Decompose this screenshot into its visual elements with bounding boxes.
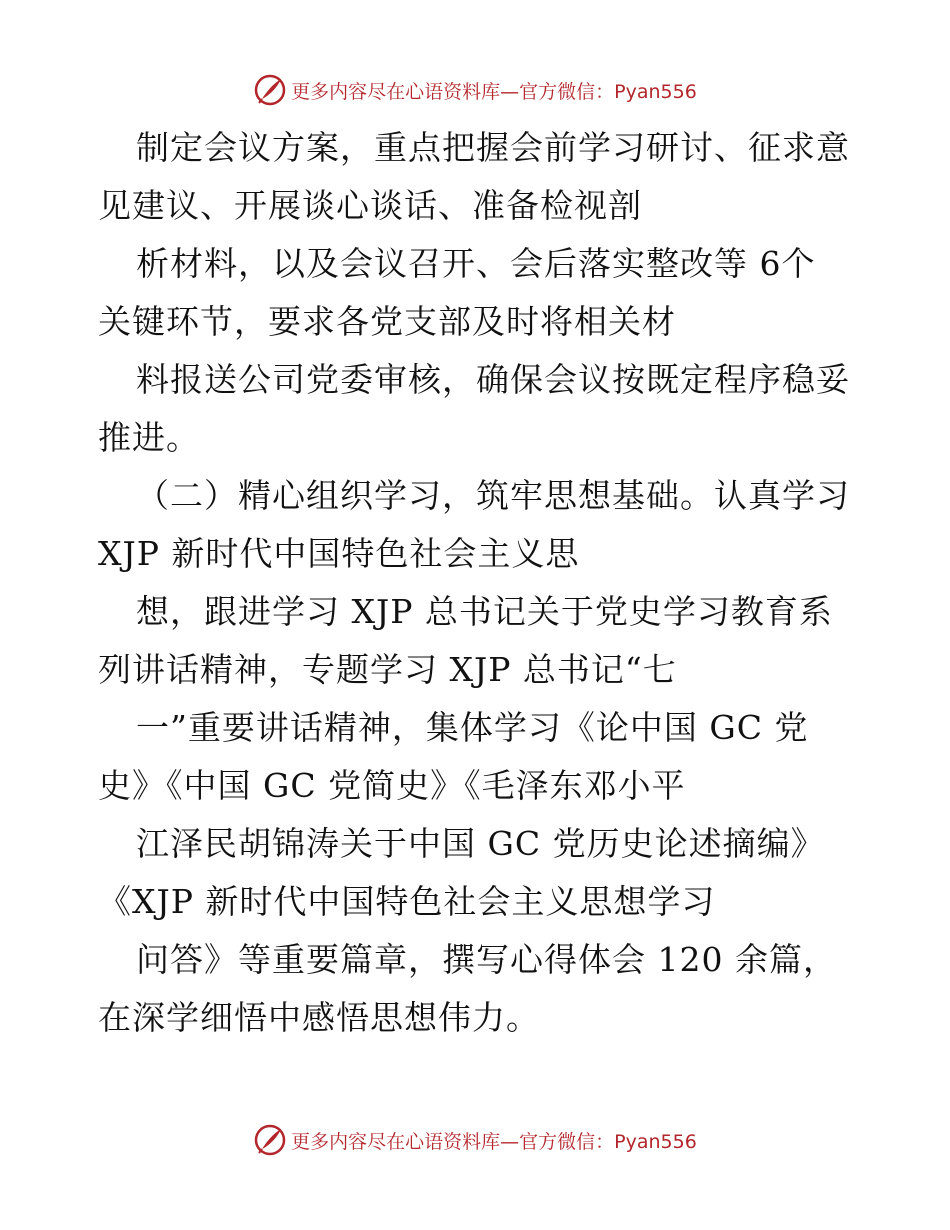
text-line: 析材料，以及会议召开、会后落实整改等 6个 xyxy=(136,244,816,283)
text-line: 制定会议方案，重点把握会前学习研讨、征求意 xyxy=(136,128,850,167)
text-line: 列讲话精神，专题学习 XJP 总书记“七 xyxy=(98,650,677,689)
text-line: 想，跟进学习 XJP 总书记关于党史学习教育系 xyxy=(136,592,833,631)
text-line: 江泽民胡锦涛关于中国 GC 党历史论述摘编》 xyxy=(136,824,825,863)
text-line: 一”重要讲话精神，集体学习《论中国 GC 党 xyxy=(136,708,809,747)
text-line: 料报送公司党委审核，确保会议按既定程序稳妥 xyxy=(136,360,850,399)
text-line: XJP 新时代中国特色社会主义思 xyxy=(98,534,580,573)
text-line: 关键环节，要求各党支部及时将相关材 xyxy=(98,302,676,341)
header-watermark xyxy=(0,70,950,110)
text-line: 见建议、开展谈心谈话、准备检视剖 xyxy=(98,186,642,225)
feather-pen-icon xyxy=(253,1123,287,1157)
feather-pen-icon xyxy=(253,73,287,107)
text-line: 问答》等重要篇章，撰写心得体会 120 余篇， xyxy=(136,940,837,979)
watermark-text: 更多内容尽在心语资料库—官方微信：Pyan556 xyxy=(291,1130,697,1153)
text-line: 史》《中国 GC 党简史》《毛泽东邓小平 xyxy=(98,766,686,805)
text-line: 在深学细悟中感悟思想伟力。 xyxy=(98,998,540,1037)
text-line: 推进。 xyxy=(98,418,200,457)
watermark-text: 更多内容尽在心语资料库—官方微信：Pyan556 xyxy=(291,80,697,103)
text-line: 《XJP 新时代中国特色社会主义思想学习 xyxy=(98,882,716,921)
footer-watermark xyxy=(0,1120,950,1160)
text-line: （二）精心组织学习，筑牢思想基础。认真学习 xyxy=(136,476,850,515)
